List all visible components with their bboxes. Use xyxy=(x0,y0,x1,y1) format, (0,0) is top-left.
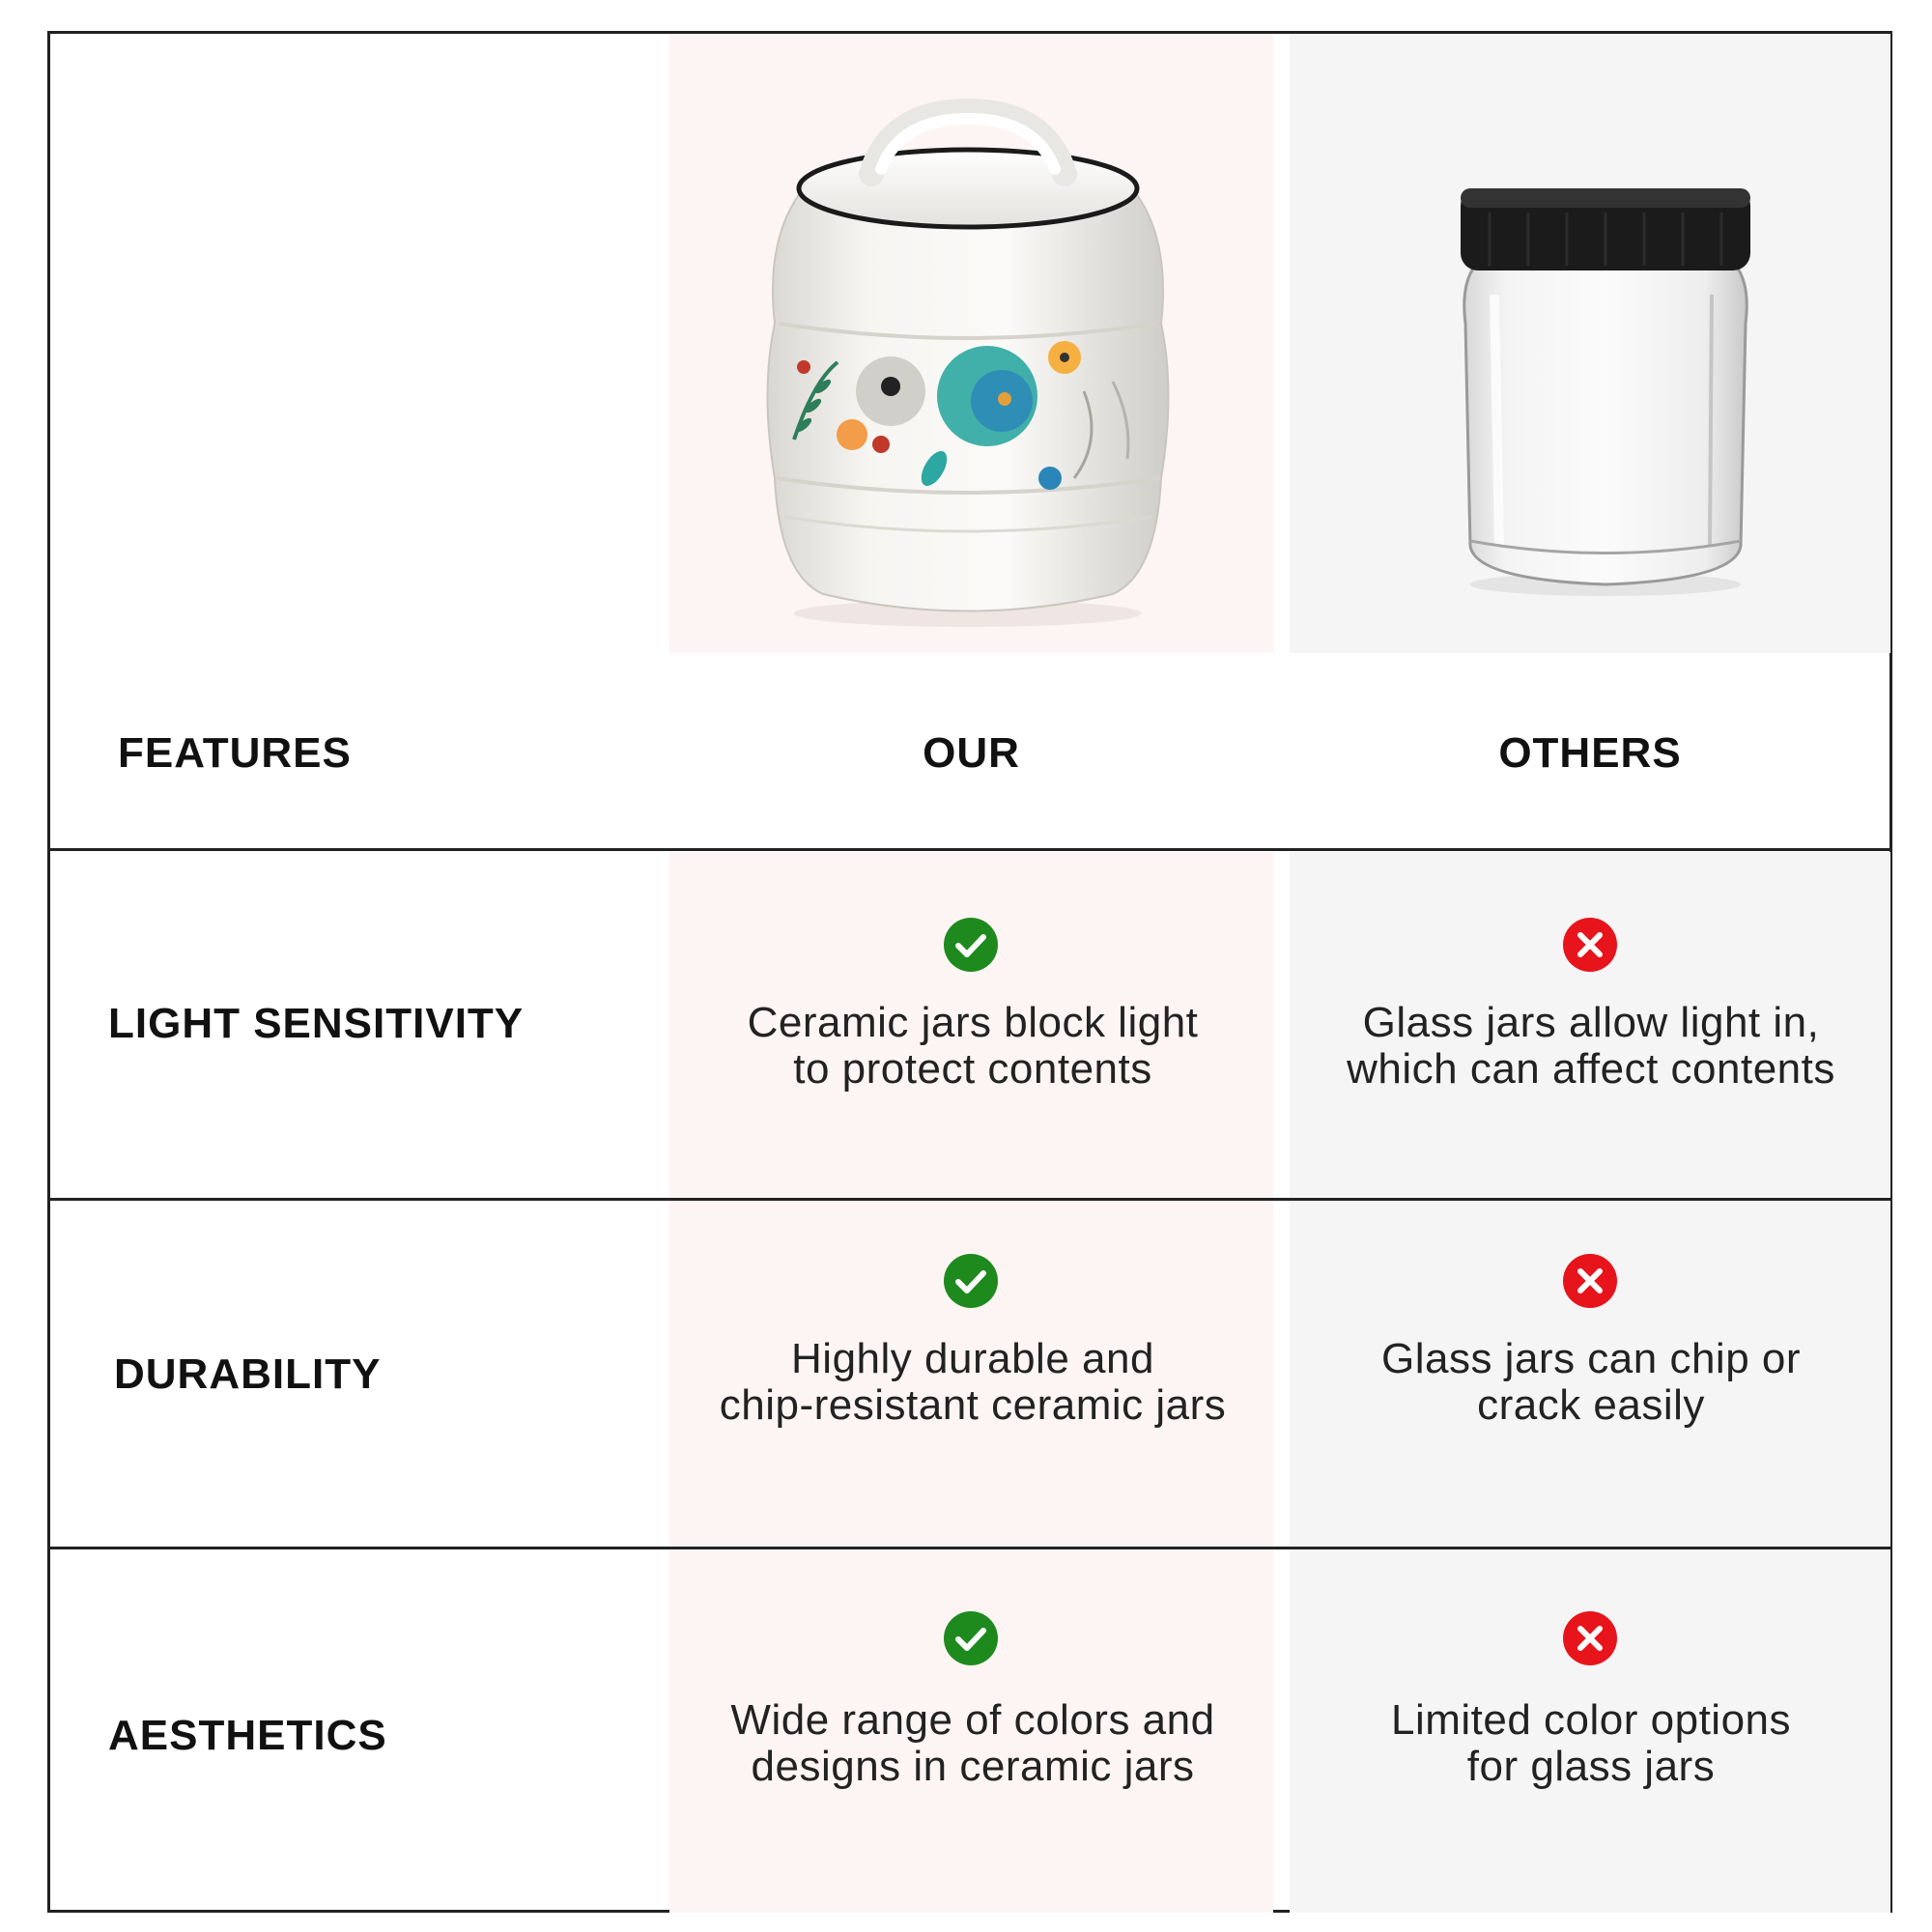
others-durability-text xyxy=(1296,1336,1886,1429)
our-light-sensitivity-line1: Ceramic jars block light xyxy=(747,999,1199,1046)
others-header: OTHERS xyxy=(1498,729,1682,777)
check-icon xyxy=(944,918,998,972)
others-aesthetics-line2: for glass jars xyxy=(1466,1743,1716,1790)
feature-durability: DURABILITY xyxy=(114,1350,382,1398)
row2-divider xyxy=(50,1547,1889,1549)
feature-light-sensitivity: LIGHT SENSITIVITY xyxy=(108,1000,525,1047)
comparison-table xyxy=(47,31,1892,1913)
our-durability-line2: chip-resistant ceramic jars xyxy=(719,1381,1227,1429)
features-header: FEATURES xyxy=(118,729,352,777)
check-icon xyxy=(944,1254,998,1308)
row1-divider xyxy=(50,1198,1889,1201)
our-header: OUR xyxy=(923,729,1020,777)
check-icon xyxy=(944,1611,998,1665)
others-durability-line1: Glass jars can chip or xyxy=(1380,1335,1802,1382)
others-light-sensitivity-line1: Glass jars allow light in, xyxy=(1362,999,1820,1046)
our-durability-line1: Highly durable and xyxy=(791,1335,1154,1382)
our-light-sensitivity-line2: to protect contents xyxy=(793,1045,1152,1093)
others-aesthetics-line1: Limited color options xyxy=(1390,1696,1792,1744)
our-aesthetics-line2: designs in ceramic jars xyxy=(751,1743,1195,1790)
header-divider xyxy=(50,848,1889,851)
our-durability-text xyxy=(678,1336,1267,1429)
cross-icon xyxy=(1563,1611,1617,1665)
others-light-sensitivity-line2: which can affect contents xyxy=(1347,1045,1835,1093)
others-light-sensitivity-text xyxy=(1296,1000,1886,1093)
our-aesthetics-line1: Wide range of colors and xyxy=(730,1696,1215,1744)
cross-icon xyxy=(1563,1254,1617,1308)
floral-ceramic-jar-image xyxy=(746,72,1190,633)
glass-jar-image xyxy=(1451,159,1760,604)
others-aesthetics-text xyxy=(1296,1697,1886,1790)
feature-aesthetics: AESTHETICS xyxy=(108,1712,387,1759)
others-durability-line2: crack easily xyxy=(1477,1381,1705,1429)
cross-icon xyxy=(1563,918,1617,972)
our-aesthetics-text xyxy=(678,1697,1267,1790)
our-light-sensitivity-text xyxy=(678,1000,1267,1093)
